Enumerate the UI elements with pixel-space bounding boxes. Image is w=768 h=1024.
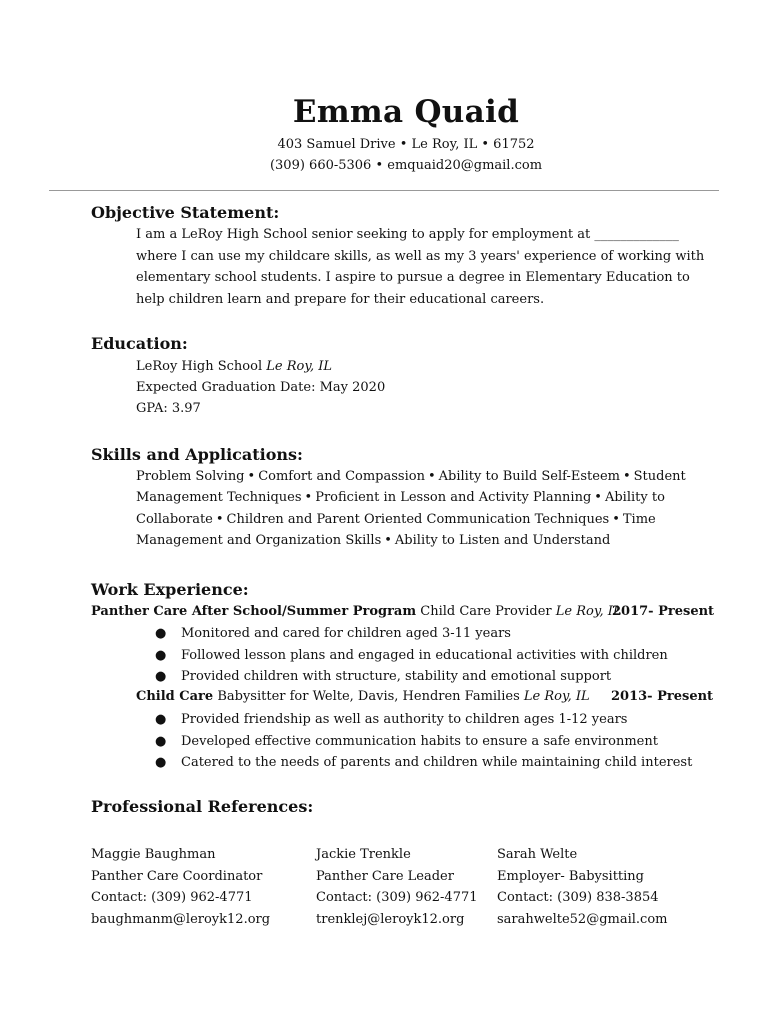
skills-line-2 <box>136 487 665 509</box>
skill-separator: • <box>612 512 620 527</box>
reference-name: Sarah Welte <box>497 847 578 862</box>
skill-separator: • <box>304 490 313 505</box>
reference-name: Maggie Baughman <box>91 847 216 862</box>
skill-item: Proficient in Lesson and Activity Planning <box>315 490 592 505</box>
skill-separator: • <box>247 469 256 484</box>
reference-card <box>497 844 667 930</box>
skill-separator: • <box>594 490 602 505</box>
reference-name: Jackie Trenkle <box>316 847 411 862</box>
reference-phone: Contact: (309) 962-4771 <box>91 890 253 905</box>
bullet-icon: ● <box>155 733 167 749</box>
skill-item-part: Time <box>622 512 656 527</box>
duty-text: Monitored and cared for children aged 3-11 years <box>181 626 511 641</box>
reference-phone: Contact: (309) 962-4771 <box>316 890 478 905</box>
list-item <box>155 645 668 667</box>
references-heading: Professional References: <box>91 797 314 816</box>
skill-separator: • <box>384 533 392 548</box>
job-location: Le Roy, IL <box>555 604 622 619</box>
skill-separator: • <box>427 469 436 484</box>
bullet-icon: ● <box>155 712 167 727</box>
bullet-icon: ● <box>155 626 167 641</box>
skills-line-3 <box>136 509 656 531</box>
reference-email: baughmanm@leroyk12.org <box>91 911 271 927</box>
gpa: GPA: 3.97 <box>136 401 201 416</box>
bullet-icon: ● <box>155 669 167 684</box>
list-item <box>155 709 692 731</box>
objective-heading: Objective Statement: <box>91 203 280 222</box>
education-school-line <box>136 356 332 378</box>
skill-item-part: Management and Organization Skills <box>136 533 382 548</box>
reference-card <box>316 844 478 930</box>
job-title-line <box>136 689 590 704</box>
job-employer: Child Care <box>136 689 214 704</box>
skill-item: Ability to Build Self-Esteem <box>438 469 620 484</box>
skill-item: Ability to Listen and Understand <box>394 533 611 548</box>
reference-email: trenklej@leroyk12.org <box>316 911 465 927</box>
skill-item: Problem Solving <box>136 469 245 484</box>
school-location: Le Roy, IL <box>266 359 332 374</box>
job-duties-list <box>155 709 692 774</box>
duty-text: Provided children with structure, stability and emotional support <box>181 669 612 684</box>
school-name: LeRoy High School <box>136 359 263 374</box>
job-title-line <box>91 604 622 619</box>
reference-email: sarahwelte52@gmail.com <box>497 911 668 927</box>
skills-line-4 <box>136 530 610 552</box>
skills-heading: Skills and Applications: <box>91 445 303 464</box>
skill-item-part: Ability to <box>604 490 665 505</box>
objective-text: I am a LeRoy High School senior seeking to apply for employment at _____________ where I can use my childcare skills, as well as my 3 years' experience of working with elementary school students. I aspire to pursue a degree in Elementary Education to help children learn and prepare for their educational careers. <box>136 227 705 307</box>
reference-title: Employer- Babysitting <box>497 868 644 884</box>
list-item <box>155 666 668 688</box>
job-role: Babysitter for Welte, Davis, Hendren Families <box>217 689 520 704</box>
reference-phone: Contact: (309) 838-3854 <box>497 890 659 905</box>
applicant-name: Emma Quaid <box>292 94 520 130</box>
skill-item-part: Student <box>633 469 686 484</box>
skill-item-part: Collaborate <box>136 512 213 527</box>
skill-separator: • <box>622 469 631 484</box>
job-location: Le Roy, IL <box>523 689 590 704</box>
list-item <box>155 731 692 753</box>
job-years: 2013- Present <box>611 689 714 704</box>
contact-line: (309) 660-5306 • emquaid20@gmail.com <box>269 158 543 173</box>
work-heading: Work Experience: <box>91 580 249 599</box>
duty-text: Provided friendship as well as authority to children ages 1-12 years <box>181 712 628 727</box>
skills-line-1 <box>136 466 686 488</box>
job-employer: Panther Care After School/Summer Program <box>91 604 417 619</box>
duty-text: Catered to the needs of parents and children while maintaining child interest <box>181 755 693 770</box>
bullet-icon: ● <box>155 647 167 663</box>
duty-text: Developed effective communication habits to ensure a safe environment <box>181 733 658 749</box>
list-item <box>155 623 668 645</box>
skill-item: Children and Parent Oriented Communication Techniques <box>226 512 610 527</box>
reference-title: Panther Care Coordinator <box>91 868 263 884</box>
graduation-date: Expected Graduation Date: May 2020 <box>136 380 386 395</box>
skill-item-part: Management Techniques <box>136 490 302 505</box>
job-years: 2017- Present <box>612 604 715 619</box>
skill-item: Comfort and Compassion <box>258 469 425 484</box>
skill-separator: • <box>215 512 224 527</box>
education-heading: Education: <box>91 334 188 353</box>
job-duties-list <box>155 623 668 688</box>
duty-text: Followed lesson plans and engaged in educational activities with children <box>181 647 668 663</box>
reference-title: Panther Care Leader <box>316 868 454 884</box>
reference-card <box>91 844 270 930</box>
bullet-icon: ● <box>155 755 167 770</box>
address-line: 403 Samuel Drive • Le Roy, IL • 61752 <box>277 137 535 152</box>
header-divider <box>49 190 719 191</box>
list-item <box>155 752 692 774</box>
job-role: Child Care Provider <box>420 604 552 619</box>
